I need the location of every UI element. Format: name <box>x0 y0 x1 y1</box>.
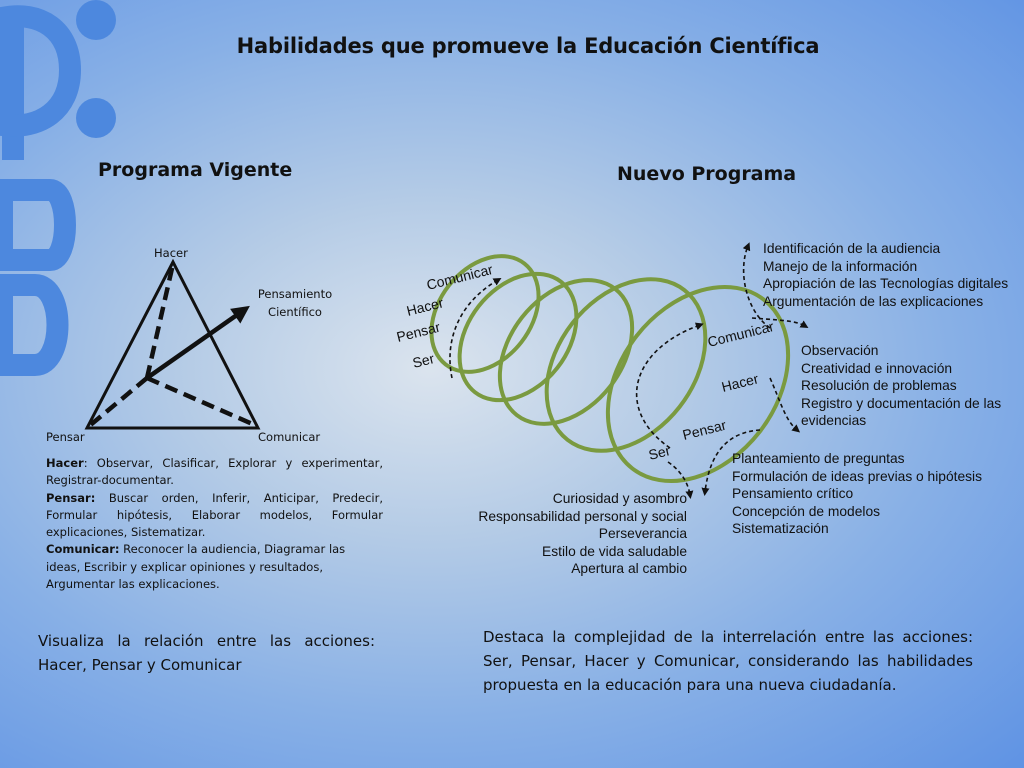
coil-label-hacer-2: Hacer <box>719 370 760 395</box>
list-item: Resolución de problemas <box>801 378 957 393</box>
list-item: Responsabilidad personal y social <box>478 508 687 524</box>
coil-label-ser-1: Ser <box>410 350 436 371</box>
list-item: Creatividad e innovación <box>801 360 953 376</box>
list-item: Planteamiento de preguntas <box>732 451 905 466</box>
list-item: evidencias <box>801 413 867 428</box>
vertex-comunicar: Comunicar <box>258 430 321 444</box>
list-item: Apertura al cambio <box>571 561 687 576</box>
vertex-pensar: Pensar <box>46 430 85 444</box>
coil-label-comunicar-1: Comunicar <box>424 261 495 293</box>
list-item: Concepción de modelos <box>732 503 881 519</box>
page-title: Habilidades que promueve la Educación Científica <box>236 34 820 58</box>
list-item: Argumentación de las explicaciones <box>763 293 984 309</box>
right-subtitle: Nuevo Programa <box>617 163 797 185</box>
right-note: Destaca la complejidad de la interrelación entre las acciones: Ser, Pensar, Hacer y Comunicar, considerando las habilidades propuesta en la educación para una nueva ciudadanía. <box>483 628 973 694</box>
arrow-label-line1: Pensamiento <box>257 287 333 301</box>
list-item: Curiosidad y asombro <box>552 491 687 506</box>
coil-label-hacer-1: Hacer <box>404 294 445 319</box>
list-item: Identificación de la audiencia <box>763 241 941 256</box>
desc-sep-hacer: : <box>83 456 88 470</box>
desc-text-hacer: Observar, Clasificar, Explorar y experimentar, Registrar-documentar. <box>46 456 383 488</box>
list-item: Manejo de la información <box>763 258 918 274</box>
list-item: Registro y documentación de las <box>801 395 1002 411</box>
desc-term-comunicar: Comunicar: <box>46 542 120 557</box>
list-item: Sistematización <box>732 521 829 536</box>
vertex-hacer: Hacer <box>154 246 188 260</box>
list-item: Perseverancia <box>598 526 687 541</box>
desc-text-pensar: Buscar orden, Inferir, Anticipar, Predecir, Formular hipótesis, Elaborar modelos, Formular explicaciones, Sistematizar. <box>46 490 383 540</box>
list-item: Estilo de vida saludable <box>542 543 687 559</box>
coil-label-comunicar-2: Comunicar <box>705 318 776 350</box>
list-hacer <box>801 342 1001 430</box>
list-comunicar <box>763 240 1008 310</box>
list-item: Apropiación de las Tecnologías digitales <box>763 276 1009 291</box>
coil-label-pensar-1: Pensar <box>394 318 442 345</box>
coil-loop-1 <box>409 235 560 393</box>
desc-term-hacer: Hacer <box>46 456 84 470</box>
coil-label-ser-2: Ser <box>646 442 672 463</box>
list-item: Pensamiento crítico <box>732 486 854 501</box>
left-subtitle: Programa Vigente <box>98 159 293 181</box>
arrow-label-line2: Científico <box>268 305 322 319</box>
left-note: Visualiza la relación entre las acciones: Hacer, Pensar y Comunicar <box>38 632 375 674</box>
list-item: Observación <box>801 343 879 358</box>
desc-term-pensar: Pensar: <box>46 490 96 505</box>
list-pensar <box>732 450 982 538</box>
desc-text-comunicar: Reconocer la audiencia, Diagramar las ideas, Escribir y explicar opiniones y resultados, Argumentar las explicaciones. <box>46 542 346 592</box>
coil-loop-4 <box>514 248 738 481</box>
coil-label-pensar-2: Pensar <box>680 416 728 443</box>
list-item: Formulación de ideas previas o hipótesis <box>732 468 983 484</box>
list-ser <box>460 490 687 578</box>
